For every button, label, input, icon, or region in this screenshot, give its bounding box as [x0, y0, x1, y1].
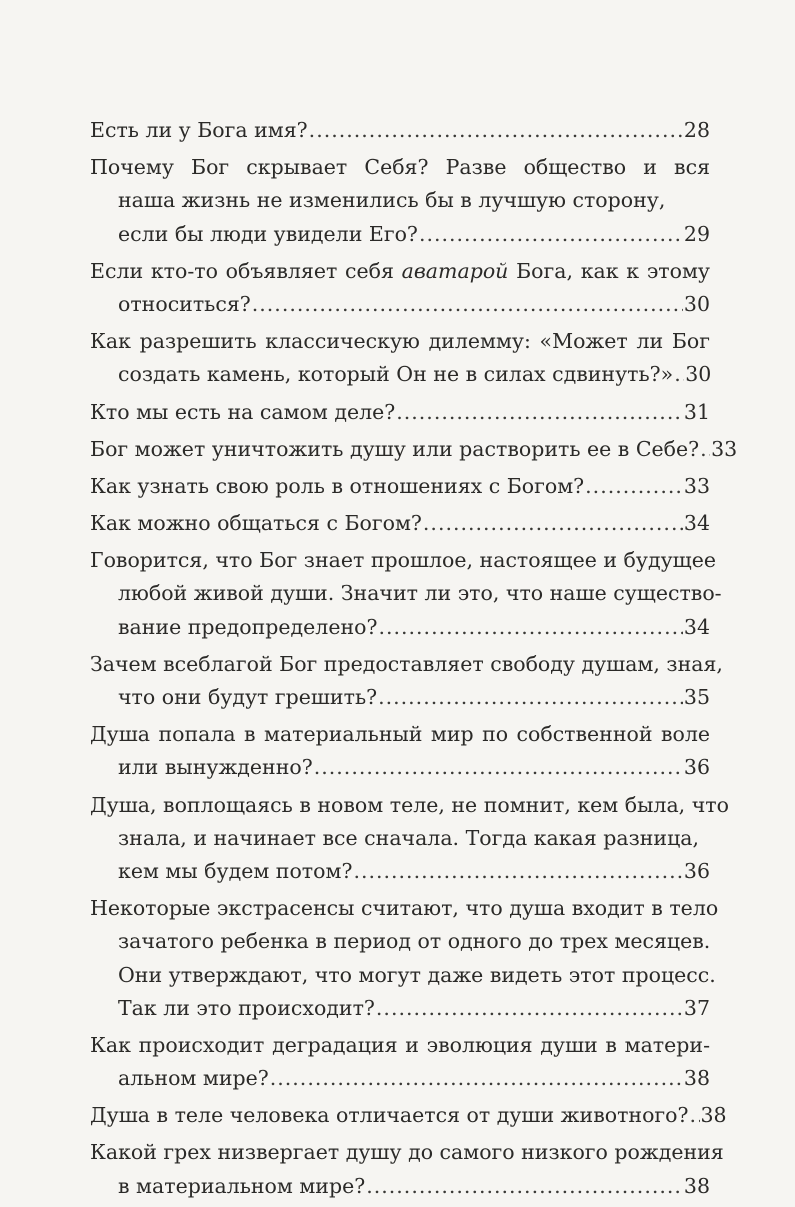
dot-leader [366, 1170, 683, 1203]
dot-leader [353, 855, 682, 888]
dot-leader [252, 288, 683, 321]
dot-leader [674, 358, 684, 391]
toc-entry-title: создать камень, который Он не в силах сдвинуть?» [118, 362, 674, 387]
dot-leader [419, 218, 683, 251]
toc-entry[interactable] [90, 789, 729, 889]
dot-leader [378, 681, 683, 714]
toc-text: Бога, как к этому [516, 258, 710, 283]
toc-entry-title: Как узнать свою роль в отношениях с Богом? [90, 473, 585, 498]
toc-entry-line: Душа попала в материальный мир по собственной воле [90, 722, 710, 747]
toc-entry-line: наша жизнь не изменились бы в лучшую сторону, [118, 188, 666, 213]
toc-entry[interactable] [90, 255, 710, 321]
toc-page-number: 35 [683, 685, 710, 709]
dot-leader [690, 1099, 700, 1132]
toc-entry[interactable] [90, 1136, 724, 1202]
toc-entry-last-line [90, 288, 710, 321]
toc-entry[interactable] [90, 892, 719, 1025]
toc-entry-last-line [90, 470, 710, 503]
toc-entry-title: если бы люди увидели Его? [118, 221, 418, 246]
toc-entry-line: Как разрешить классическую дилемму: «Может ли Бог [90, 329, 710, 354]
toc-entry-line: зачатого ребенка в период от одного до трех месяцев. [118, 929, 711, 954]
toc-entry-line: любой живой души. Значит ли это, что наше существо- [118, 581, 722, 606]
dot-leader [585, 470, 683, 503]
toc-page-number: 29 [683, 221, 710, 246]
toc-entry-last-line [90, 992, 710, 1025]
toc-entry-line: Некоторые экстрасенсы считают, что душа входит в тело [90, 896, 719, 921]
dot-leader [314, 751, 683, 784]
toc-page-number: 34 [683, 511, 710, 536]
toc-entry-title: кем мы будем потом? [118, 858, 353, 883]
table-of-contents [90, 114, 738, 1207]
toc-text-emphasis: аватарой [401, 258, 509, 283]
toc-entry-line: Какой грех низвергает душу до самого низкого рождения [90, 1140, 724, 1165]
toc-entry-line [90, 255, 710, 288]
toc-page-number: 31 [683, 399, 710, 424]
toc-page-number: 30 [683, 291, 710, 316]
toc-entry[interactable] [90, 151, 710, 251]
toc-page-number: 38 [683, 1066, 710, 1091]
toc-page-number: 33 [711, 436, 738, 461]
toc-entry-last-line [90, 611, 710, 644]
toc-entry[interactable] [90, 433, 738, 466]
toc-entry[interactable] [90, 507, 710, 540]
toc-entry-title: в материальном мире? [118, 1173, 366, 1198]
toc-entry[interactable] [90, 1029, 710, 1095]
toc-page-number: 28 [683, 118, 710, 142]
toc-page-number: 33 [683, 473, 710, 498]
toc-entry-last-line [90, 396, 710, 429]
toc-text: Если кто-то объявляет себя [90, 258, 394, 283]
toc-page-number: 30 [685, 362, 712, 387]
dot-leader [376, 992, 683, 1025]
toc-entry-title: Кто мы есть на самом деле? [90, 399, 396, 424]
toc-entry-last-line [90, 507, 710, 540]
toc-entry-last-line [90, 1099, 727, 1132]
toc-entry-title: что они будут грешить? [118, 685, 378, 709]
dot-leader [396, 396, 683, 429]
toc-entry-title: Есть ли у Бога имя? [90, 118, 308, 142]
toc-entry-title: Как можно общаться с Богом? [90, 511, 422, 536]
toc-entry-last-line [90, 1062, 710, 1095]
toc-entry-title: вание предопределено? [118, 614, 378, 639]
toc-entry-line: Как происходит деградация и эволюция души в матери- [90, 1032, 710, 1057]
dot-leader [309, 114, 683, 147]
toc-entry-title: относиться? [118, 291, 251, 316]
toc-entry-last-line [90, 681, 710, 714]
dot-leader [378, 611, 682, 644]
toc-entry-last-line [90, 751, 710, 784]
toc-entry-last-line [90, 114, 710, 147]
toc-entry-title: альном мире? [118, 1066, 269, 1091]
toc-entry-line: Почему Бог скрывает Себя? Разве общество и вся [90, 155, 710, 180]
toc-page-number: 36 [683, 755, 710, 780]
toc-entry-line: Говорится, что Бог знает прошлое, настоящее и будущее [90, 548, 716, 573]
toc-entry-line: Они утверждают, что могут даже видеть этот процесс. [118, 962, 716, 987]
toc-page-number: 34 [683, 614, 710, 639]
dot-leader [270, 1062, 683, 1095]
toc-entry-last-line [90, 433, 738, 466]
toc-entry-line: знала, и начинает все сначала. Тогда какая разница, [118, 825, 699, 850]
toc-entry[interactable] [90, 648, 723, 714]
toc-entry-title: Так ли это происходит? [118, 995, 375, 1020]
toc-entry[interactable] [90, 1099, 727, 1132]
toc-page-number: 36 [683, 858, 710, 883]
toc-entry-last-line [90, 358, 710, 391]
toc-entry[interactable] [90, 325, 710, 391]
toc-entry-title: или вынужденно? [118, 755, 313, 780]
toc-entry-last-line [90, 1170, 710, 1203]
toc-page-number: 37 [683, 995, 710, 1020]
toc-entry[interactable] [90, 718, 710, 784]
toc-entry-line: Зачем всеблагой Бог предоставляет свободу душам, зная, [90, 651, 723, 676]
toc-entry[interactable] [90, 114, 710, 147]
toc-entry[interactable] [90, 544, 722, 644]
dot-leader [423, 507, 683, 540]
dot-leader [700, 433, 710, 466]
toc-page-number: 38 [683, 1173, 710, 1198]
toc-entry[interactable] [90, 396, 710, 429]
toc-entry-last-line [90, 218, 710, 251]
toc-entry-line: Душа, воплощаясь в новом теле, не помнит, кем была, что [90, 792, 729, 817]
toc-page-number: 38 [700, 1103, 727, 1128]
toc-entry-last-line [90, 855, 710, 888]
toc-entry-title: Душа в теле человека отличается от души животного? [90, 1103, 689, 1128]
toc-entry-title: Бог может уничтожить душу или растворить ее в Себе? [90, 436, 700, 461]
toc-entry[interactable] [90, 470, 710, 503]
